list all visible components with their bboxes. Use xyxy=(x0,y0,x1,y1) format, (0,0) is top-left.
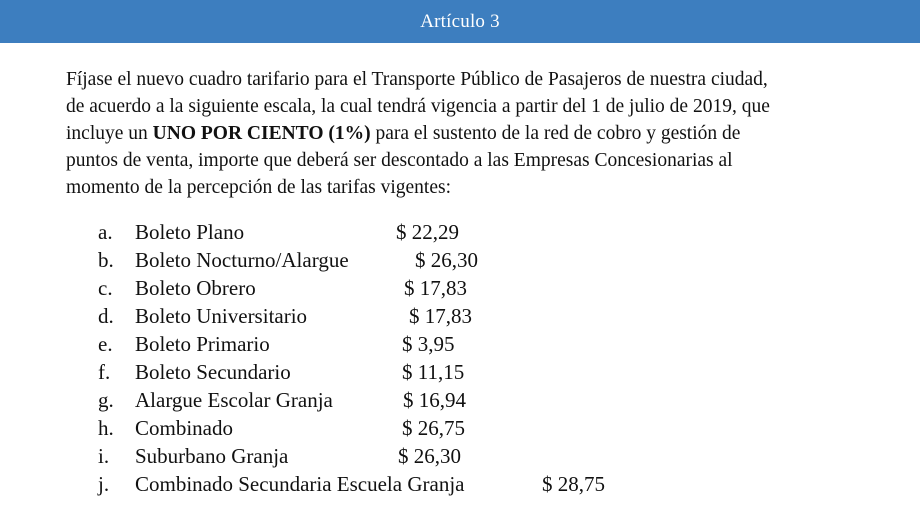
tariff-letter: a. xyxy=(98,220,113,244)
tariff-name: Boleto Secundario xyxy=(135,360,291,384)
tariff-price: $ 11,15 xyxy=(402,360,465,384)
tariff-price: $ 17,83 xyxy=(404,276,467,300)
tariff-row xyxy=(0,274,920,302)
tariff-name: Boleto Nocturno/Alargue xyxy=(135,248,349,272)
intro-line: momento de la percepción de las tarifas vigentes: xyxy=(66,177,451,198)
tariff-name: Boleto Universitario xyxy=(135,304,308,328)
article-title: Artículo 3 xyxy=(420,10,500,32)
tariff-letter: i. xyxy=(98,444,110,468)
tariff-row xyxy=(0,358,920,386)
tariff-row xyxy=(0,442,920,470)
intro-line: Fíjase el nuevo cuadro tarifario para el Transporte Público de Pasajeros de nuestra ciudad, xyxy=(66,69,768,90)
tariff-price: $ 28,75 xyxy=(542,472,605,496)
tariff-name: Combinado xyxy=(135,416,233,440)
tariff-name: Alargue Escolar Granja xyxy=(135,388,333,412)
intro-line xyxy=(66,120,866,147)
intro-line: puntos de venta, importe que deberá ser descontado a las Empresas Concesionarias al xyxy=(66,150,733,171)
tariff-price: $ 26,75 xyxy=(402,416,465,440)
tariff-name: Boleto Primario xyxy=(135,332,270,356)
tariff-list xyxy=(0,218,920,498)
tariff-row xyxy=(0,386,920,414)
tariff-row xyxy=(0,302,920,330)
tariff-name: Boleto Plano xyxy=(135,220,245,244)
tariff-price: $ 26,30 xyxy=(398,444,461,468)
tariff-row xyxy=(0,218,920,246)
tariff-price: $ 26,30 xyxy=(415,248,478,272)
tariff-row xyxy=(0,330,920,358)
tariff-letter: c. xyxy=(98,276,113,300)
intro-bold-percentage: UNO POR CIENTO (1%) xyxy=(152,123,371,144)
tariff-row xyxy=(0,246,920,274)
tariff-price: $ 17,83 xyxy=(409,304,472,328)
tariff-row xyxy=(0,414,920,442)
tariff-letter: d. xyxy=(98,304,114,328)
intro-line-suffix: para el sustento de la red de cobro y gestión de xyxy=(370,123,741,144)
intro-line-prefix: incluye un xyxy=(66,123,153,144)
tariff-letter: b. xyxy=(98,248,114,272)
intro-line: de acuerdo a la siguiente escala, la cual tendrá vigencia a partir del 1 de julio de 2019, que xyxy=(66,96,770,117)
tariff-letter: e. xyxy=(98,332,113,356)
tariff-letter: g. xyxy=(98,388,114,412)
tariff-price: $ 16,94 xyxy=(403,388,466,412)
article-header xyxy=(0,0,920,43)
tariff-name: Suburbano Granja xyxy=(135,444,289,468)
tariff-price: $ 3,95 xyxy=(402,332,455,356)
tariff-letter: h. xyxy=(98,416,114,440)
tariff-name: Combinado Secundaria Escuela Granja xyxy=(135,472,465,496)
intro-paragraph xyxy=(66,66,866,201)
tariff-row xyxy=(0,470,920,498)
tariff-letter: j. xyxy=(98,472,110,496)
tariff-letter: f. xyxy=(98,360,111,384)
tariff-price: $ 22,29 xyxy=(396,220,459,244)
tariff-name: Boleto Obrero xyxy=(135,276,256,300)
